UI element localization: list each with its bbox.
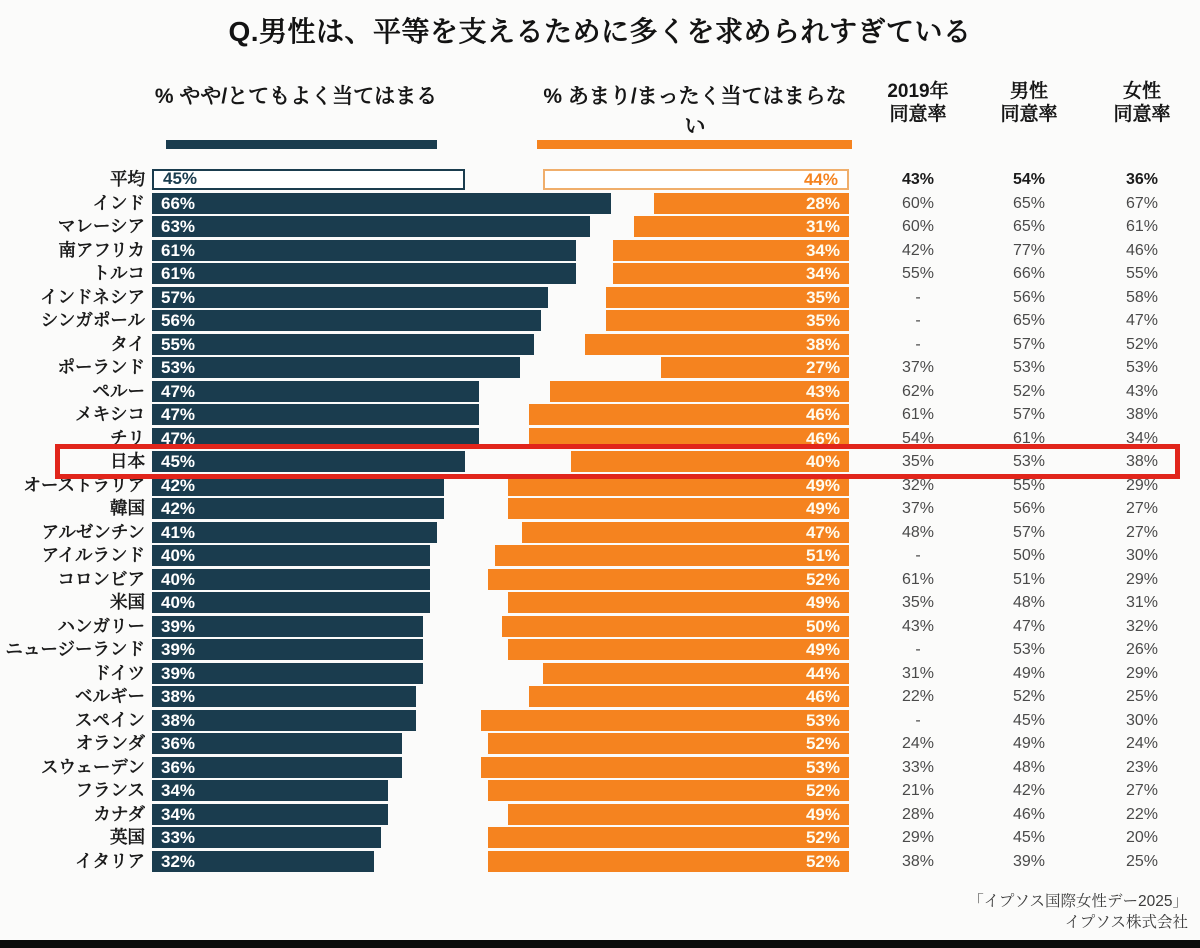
chart-row bbox=[0, 568, 1200, 592]
disagree-bar bbox=[481, 757, 849, 778]
agree-bar bbox=[152, 569, 430, 590]
disagree-value: 44% bbox=[805, 663, 840, 683]
agree-value: 56% bbox=[161, 311, 196, 330]
agree-bar bbox=[152, 381, 479, 402]
stat-male: 45% bbox=[1012, 829, 1046, 846]
agree-legend-label: % やや/とてもよく当てはまる bbox=[154, 85, 438, 108]
country-label: 韓国 bbox=[110, 498, 145, 518]
agree-value: 47% bbox=[161, 381, 196, 401]
chart-row bbox=[0, 168, 1200, 192]
column-header-male-line1: 男性 bbox=[1009, 81, 1048, 102]
disagree-value: 53% bbox=[805, 710, 840, 730]
stat-male: 47% bbox=[1012, 617, 1046, 635]
agree-value: 61% bbox=[161, 264, 196, 283]
country-label: チリ bbox=[110, 427, 145, 448]
chart-row bbox=[0, 192, 1200, 216]
source-line2: イプソス株式会社 bbox=[1064, 914, 1188, 931]
disagree-bar bbox=[550, 381, 849, 402]
disagree-value: 43% bbox=[805, 381, 840, 401]
disagree-bar bbox=[529, 686, 849, 707]
country-label: タイ bbox=[110, 333, 145, 354]
column-header-2019-line1: 2019年 bbox=[887, 81, 949, 102]
stat-male: 65% bbox=[1012, 312, 1046, 329]
agree-value: 36% bbox=[161, 734, 196, 753]
disagree-bar bbox=[529, 404, 849, 425]
stat-2019: 54% bbox=[901, 429, 935, 447]
stat-female: 23% bbox=[1125, 758, 1159, 776]
disagree-value: 52% bbox=[805, 828, 840, 847]
country-label: ペルー bbox=[92, 380, 145, 401]
agree-bar bbox=[152, 827, 381, 848]
disagree-value: 34% bbox=[805, 240, 840, 260]
chart-row bbox=[0, 403, 1200, 427]
stat-female: 30% bbox=[1125, 547, 1159, 564]
stat-2019: 35% bbox=[901, 594, 935, 611]
stat-male: 49% bbox=[1012, 735, 1046, 752]
agree-value: 47% bbox=[161, 428, 196, 448]
stat-male: 53% bbox=[1012, 453, 1046, 470]
chart-row bbox=[0, 497, 1200, 521]
disagree-bar bbox=[613, 263, 849, 284]
chart-row bbox=[0, 239, 1200, 263]
stat-male: 48% bbox=[1012, 758, 1046, 776]
country-label: ベルギー bbox=[75, 686, 145, 706]
stat-2019: - bbox=[915, 312, 921, 329]
disagree-value: 38% bbox=[805, 334, 840, 354]
disagree-value: 49% bbox=[805, 804, 840, 824]
disagree-value: 52% bbox=[805, 851, 840, 871]
agree-bar bbox=[152, 334, 534, 355]
country-label: トルコ bbox=[92, 263, 145, 283]
country-label: オーストラリア bbox=[23, 474, 145, 495]
stat-2019: 31% bbox=[901, 664, 935, 682]
agree-value: 55% bbox=[161, 334, 196, 354]
stat-2019: 33% bbox=[901, 758, 935, 776]
country-label: カナダ bbox=[93, 803, 145, 824]
stat-2019: - bbox=[915, 335, 921, 353]
chart-row bbox=[0, 262, 1200, 286]
country-label: ドイツ bbox=[93, 662, 145, 683]
stat-male: 57% bbox=[1012, 523, 1046, 541]
stat-2019: 48% bbox=[901, 523, 935, 541]
agree-value: 40% bbox=[161, 546, 196, 565]
country-label: シンガポール bbox=[40, 310, 145, 330]
stat-female: 38% bbox=[1125, 406, 1159, 423]
agree-value: 42% bbox=[161, 499, 196, 518]
chart-row bbox=[0, 756, 1200, 780]
country-label: 南アフリカ bbox=[58, 239, 145, 260]
disagree-bar bbox=[481, 710, 849, 731]
agree-bar bbox=[152, 522, 437, 543]
column-header-female-line2: 同意率 bbox=[1113, 104, 1171, 125]
column-header-female-line1: 女性 bbox=[1122, 81, 1161, 102]
disagree-legend-label: % あまり/まったく当てはまらない bbox=[543, 85, 847, 138]
column-header-2019-line2: 同意率 bbox=[889, 104, 947, 125]
column-header-2019 bbox=[863, 80, 973, 126]
agree-bar bbox=[152, 545, 430, 566]
stat-2019: - bbox=[915, 641, 921, 658]
stat-male: 56% bbox=[1012, 500, 1046, 517]
stat-2019: 60% bbox=[901, 218, 935, 235]
stat-female: 38% bbox=[1125, 453, 1159, 470]
stat-2019: 35% bbox=[901, 453, 935, 470]
agree-value: 34% bbox=[161, 804, 196, 824]
stat-female: 30% bbox=[1125, 711, 1159, 729]
stat-male: 66% bbox=[1012, 265, 1046, 282]
stat-male: 51% bbox=[1012, 570, 1046, 588]
agree-value: 38% bbox=[161, 687, 196, 706]
disagree-bar bbox=[488, 780, 849, 801]
stat-male: 55% bbox=[1012, 476, 1046, 494]
disagree-value: 35% bbox=[806, 287, 841, 307]
stat-2019: 43% bbox=[901, 617, 935, 635]
agree-value: 34% bbox=[161, 781, 196, 800]
chart-row bbox=[0, 615, 1200, 639]
stat-female: 47% bbox=[1125, 312, 1159, 329]
stat-2019: 42% bbox=[901, 241, 935, 259]
agree-value: 41% bbox=[161, 522, 196, 542]
chart-row bbox=[0, 309, 1200, 333]
disagree-bar bbox=[543, 663, 849, 684]
bottom-black-bar bbox=[0, 940, 1200, 948]
stat-2019: 61% bbox=[901, 406, 935, 423]
country-label: アイルランド bbox=[41, 545, 145, 565]
disagree-value: 34% bbox=[805, 264, 840, 283]
stat-2019: 21% bbox=[901, 782, 935, 799]
chart-row bbox=[0, 380, 1200, 404]
agree-bar bbox=[152, 616, 423, 637]
chart-row bbox=[0, 591, 1200, 615]
disagree-value: 46% bbox=[805, 428, 840, 448]
country-label: オランダ bbox=[75, 733, 145, 753]
stat-2019: - bbox=[915, 711, 921, 729]
stat-female: 55% bbox=[1125, 265, 1159, 282]
stat-female: 25% bbox=[1125, 688, 1159, 705]
agree-bar bbox=[152, 757, 402, 778]
disagree-value: 44% bbox=[803, 170, 838, 189]
disagree-value: 46% bbox=[805, 687, 840, 706]
chart-row bbox=[0, 803, 1200, 827]
disagree-bar bbox=[613, 240, 849, 261]
agree-bar bbox=[152, 686, 416, 707]
agree-value: 61% bbox=[161, 240, 196, 260]
stat-female: 32% bbox=[1125, 617, 1159, 635]
disagree-bar bbox=[543, 169, 849, 190]
stat-2019: 37% bbox=[901, 500, 935, 517]
chart-row bbox=[0, 662, 1200, 686]
agree-bar bbox=[152, 357, 520, 378]
agree-value: 36% bbox=[161, 757, 196, 777]
country-label: スウェーデン bbox=[41, 756, 145, 777]
chart-row bbox=[0, 709, 1200, 733]
disagree-bar bbox=[661, 357, 849, 378]
stat-female: 26% bbox=[1125, 641, 1159, 658]
disagree-value: 49% bbox=[805, 640, 840, 659]
agree-bar bbox=[152, 404, 479, 425]
disagree-bar bbox=[508, 498, 849, 519]
disagree-value: 40% bbox=[805, 452, 840, 471]
column-header-male-line2: 同意率 bbox=[1000, 104, 1058, 125]
country-label: 日本 bbox=[110, 451, 145, 471]
disagree-bar bbox=[606, 310, 849, 331]
agree-value: 39% bbox=[161, 663, 196, 683]
stat-female: 61% bbox=[1125, 218, 1159, 235]
stat-male: 48% bbox=[1012, 594, 1046, 611]
disagree-bar bbox=[488, 733, 849, 754]
stat-male: 57% bbox=[1012, 406, 1046, 423]
stat-2019: 61% bbox=[901, 570, 935, 588]
chart-row bbox=[0, 779, 1200, 803]
agree-bar bbox=[152, 851, 374, 872]
stat-female: 29% bbox=[1125, 664, 1159, 682]
stat-female: 67% bbox=[1125, 194, 1159, 212]
chart-row bbox=[0, 638, 1200, 662]
disagree-legend-swatch bbox=[537, 140, 852, 149]
stat-female: 43% bbox=[1125, 382, 1159, 400]
chart-row bbox=[0, 850, 1200, 874]
disagree-bar bbox=[488, 569, 849, 590]
disagree-bar bbox=[508, 804, 849, 825]
agree-bar bbox=[152, 240, 576, 261]
stat-female: 52% bbox=[1125, 335, 1159, 353]
stat-male: 57% bbox=[1012, 335, 1046, 353]
stat-male: 46% bbox=[1012, 805, 1046, 823]
country-label: マレーシア bbox=[57, 216, 145, 236]
country-label: 平均 bbox=[110, 169, 145, 189]
column-header-female bbox=[1087, 80, 1197, 126]
country-label: スペイン bbox=[75, 709, 145, 730]
disagree-value: 49% bbox=[805, 499, 840, 518]
stat-2019: - bbox=[915, 547, 921, 564]
disagree-value: 49% bbox=[805, 475, 840, 495]
disagree-bar bbox=[508, 592, 849, 613]
stat-2019: 55% bbox=[901, 265, 935, 282]
country-label: メキシコ bbox=[75, 404, 145, 424]
japan-highlight-box bbox=[55, 444, 1180, 479]
stat-male: 77% bbox=[1012, 241, 1046, 259]
chart-row bbox=[0, 732, 1200, 756]
agree-value: 39% bbox=[161, 640, 196, 659]
disagree-bar bbox=[508, 639, 849, 660]
agree-bar bbox=[152, 592, 430, 613]
disagree-bar bbox=[522, 522, 849, 543]
stat-female: 22% bbox=[1125, 805, 1159, 823]
disagree-value: 31% bbox=[805, 217, 840, 236]
country-label: 英国 bbox=[110, 827, 145, 847]
chart-row bbox=[0, 286, 1200, 310]
chart-row bbox=[0, 333, 1200, 357]
column-header-male bbox=[974, 80, 1084, 126]
agree-value: 57% bbox=[161, 287, 196, 307]
disagree-bar bbox=[606, 287, 849, 308]
disagree-value: 47% bbox=[805, 522, 840, 542]
disagree-bar bbox=[495, 545, 849, 566]
country-label: ハンガリー bbox=[57, 615, 145, 636]
chart-row bbox=[0, 544, 1200, 568]
disagree-value: 50% bbox=[805, 616, 840, 636]
stat-female: 27% bbox=[1125, 500, 1159, 517]
stat-female: 53% bbox=[1125, 359, 1159, 376]
chart-row bbox=[0, 685, 1200, 709]
agree-value: 33% bbox=[161, 828, 196, 847]
stat-female: 31% bbox=[1125, 594, 1159, 611]
agree-value: 32% bbox=[161, 851, 196, 871]
stat-female: 20% bbox=[1125, 829, 1159, 846]
stat-male: 54% bbox=[1012, 171, 1046, 188]
agree-value: 45% bbox=[161, 452, 196, 471]
stat-female: 24% bbox=[1125, 735, 1159, 752]
agree-bar bbox=[152, 310, 541, 331]
agree-bar bbox=[152, 216, 590, 237]
country-label: イタリア bbox=[75, 850, 145, 871]
disagree-bar bbox=[654, 193, 849, 214]
country-label: 米国 bbox=[110, 592, 145, 612]
stat-female: 25% bbox=[1125, 852, 1159, 870]
stat-female: 29% bbox=[1125, 476, 1159, 494]
disagree-bar bbox=[502, 616, 850, 637]
stat-2019: - bbox=[915, 288, 921, 306]
agree-bar bbox=[152, 639, 423, 660]
stat-male: 52% bbox=[1012, 688, 1046, 705]
chart-row bbox=[0, 521, 1200, 545]
country-label: インドネシア bbox=[40, 286, 145, 307]
stat-male: 53% bbox=[1012, 359, 1046, 376]
stat-male: 52% bbox=[1012, 382, 1046, 400]
agree-bar bbox=[152, 780, 388, 801]
disagree-bar bbox=[585, 334, 849, 355]
disagree-value: 28% bbox=[805, 193, 840, 213]
agree-value: 39% bbox=[161, 616, 196, 636]
agree-value: 42% bbox=[161, 475, 196, 495]
disagree-value: 35% bbox=[806, 311, 841, 330]
country-label: フランス bbox=[75, 780, 145, 800]
chart-row bbox=[0, 826, 1200, 850]
stat-female: 29% bbox=[1125, 570, 1159, 588]
stat-2019: 32% bbox=[901, 476, 935, 494]
stat-2019: 38% bbox=[901, 852, 935, 870]
stat-2019: 24% bbox=[901, 735, 935, 752]
agree-bar bbox=[152, 263, 576, 284]
stat-female: 58% bbox=[1125, 288, 1159, 306]
disagree-value: 52% bbox=[805, 734, 840, 753]
disagree-bar bbox=[488, 827, 849, 848]
stat-male: 61% bbox=[1012, 429, 1046, 447]
stat-2019: 62% bbox=[901, 382, 935, 400]
disagree-value: 53% bbox=[805, 757, 840, 777]
agree-bar bbox=[152, 710, 416, 731]
agree-value: 53% bbox=[161, 358, 196, 377]
agree-bar bbox=[152, 663, 423, 684]
disagree-bar bbox=[634, 216, 850, 237]
agree-legend-swatch bbox=[166, 140, 437, 149]
agree-value: 47% bbox=[161, 405, 196, 424]
stat-male: 56% bbox=[1012, 288, 1046, 306]
stat-male: 49% bbox=[1012, 664, 1046, 682]
country-label: ニュージーランド bbox=[5, 639, 145, 659]
stat-male: 53% bbox=[1012, 641, 1046, 658]
agree-bar bbox=[152, 498, 444, 519]
stat-male: 39% bbox=[1012, 852, 1046, 870]
disagree-value: 52% bbox=[805, 781, 840, 800]
stat-male: 65% bbox=[1012, 218, 1046, 235]
stat-male: 50% bbox=[1012, 547, 1046, 564]
country-label: インド bbox=[92, 192, 145, 213]
stat-female: 36% bbox=[1125, 171, 1159, 188]
agree-value: 40% bbox=[161, 593, 196, 612]
country-label: アルゼンチン bbox=[41, 521, 145, 542]
stat-male: 65% bbox=[1012, 194, 1046, 212]
country-label: コロンビア bbox=[57, 568, 145, 589]
agree-value: 38% bbox=[161, 710, 196, 730]
disagree-value: 49% bbox=[805, 593, 840, 612]
chart-title: Q.男性は、平等を支えるために多くを求められすぎている bbox=[228, 16, 972, 47]
stat-female: 27% bbox=[1125, 523, 1159, 541]
stat-2019: 29% bbox=[901, 829, 935, 846]
stat-male: 45% bbox=[1012, 711, 1046, 729]
agree-bar bbox=[152, 733, 402, 754]
disagree-value: 27% bbox=[806, 358, 841, 377]
stat-female: 27% bbox=[1125, 782, 1159, 799]
agree-bar bbox=[152, 193, 611, 214]
chart-row bbox=[0, 356, 1200, 380]
source-attribution bbox=[968, 891, 1188, 933]
stat-male: 42% bbox=[1012, 782, 1046, 799]
agree-value: 40% bbox=[161, 569, 196, 589]
agree-value: 66% bbox=[161, 193, 196, 213]
disagree-value: 52% bbox=[805, 569, 840, 589]
agree-value: 63% bbox=[161, 217, 196, 236]
chart-row bbox=[0, 215, 1200, 239]
stat-2019: 43% bbox=[901, 171, 935, 188]
country-label: ポーランド bbox=[57, 357, 145, 377]
stat-female: 46% bbox=[1125, 241, 1159, 259]
disagree-value: 51% bbox=[805, 546, 840, 565]
stat-female: 34% bbox=[1125, 429, 1159, 447]
agree-bar bbox=[152, 169, 465, 190]
stat-2019: 60% bbox=[901, 194, 935, 212]
stat-2019: 28% bbox=[901, 805, 935, 823]
stat-2019: 22% bbox=[901, 688, 935, 705]
disagree-value: 46% bbox=[805, 405, 840, 424]
stat-2019: 37% bbox=[901, 359, 935, 376]
source-line1: 「イプソス国際女性デー2025」 bbox=[968, 893, 1188, 910]
agree-bar bbox=[152, 804, 388, 825]
agree-bar bbox=[152, 287, 548, 308]
disagree-bar bbox=[488, 851, 849, 872]
agree-value: 45% bbox=[163, 169, 198, 188]
